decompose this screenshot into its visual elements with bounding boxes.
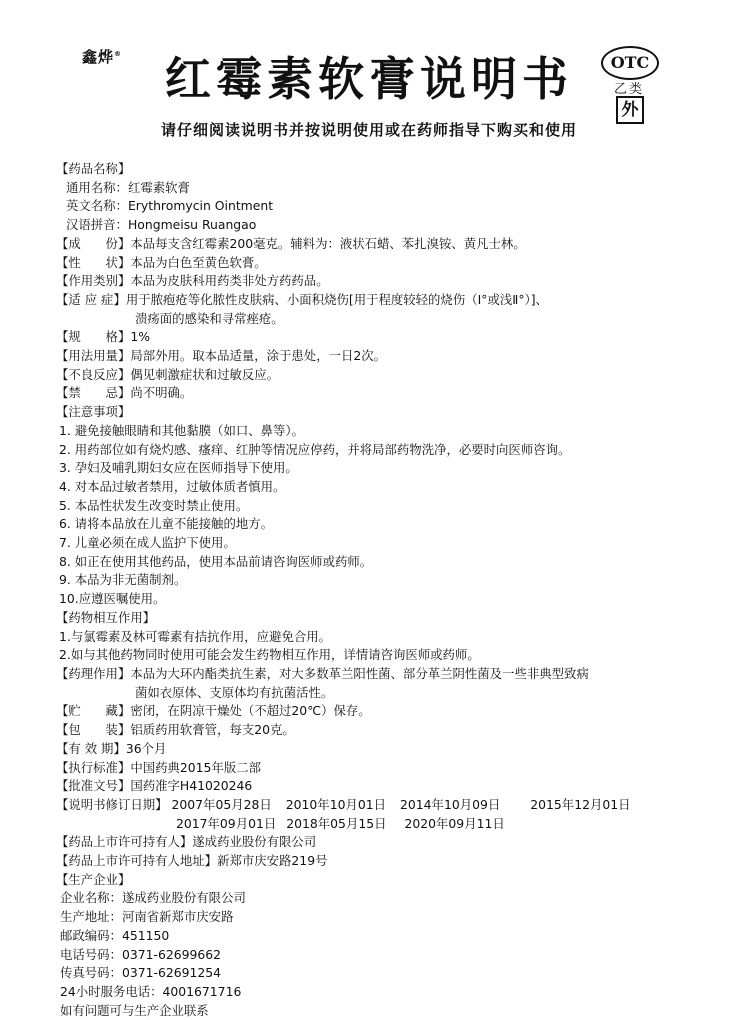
section-manufacturer: 【生产企业】 [56,871,131,887]
revision-date: 2020年09月11日 [404,815,505,831]
external-use-mark: 外 [616,96,644,124]
indications: 【适 应 症】用于脓疱疮等化脓性皮肤病、小面积烧伤[用于程度较轻的烧伤（Ⅰ°或浅Ⅱ°）]、 [56,291,548,307]
storage: 【贮 藏】密闭，在阴凉干燥处（不超过20℃）保存。 [56,703,371,719]
phone-number: 电话号码：0371-62699662 [60,946,222,962]
document-title: 红霉素软膏说明书 [165,52,573,106]
postcode: 邮政编码：451150 [60,927,170,943]
precaution-item: 2. 用药部位如有烧灼感、瘙痒、红肿等情况应停药，并将局部药物洗净，必要时向医师咨询。 [59,441,571,457]
contact-note: 如有问题可与生产企业联系 [60,1002,209,1018]
fax-number: 传真号码：0371-62691254 [60,965,222,981]
precaution-item: 3. 孕妇及哺乳期妇女应在医师指导下使用。 [59,460,298,476]
otc-class: 乙类 [614,82,645,97]
manufacturer-address: 生产地址：河南省新郑市庆安路 [60,909,234,925]
dosage: 【用法用量】局部外用。取本品适量，涂于患处，一日2次。 [56,348,387,364]
composition: 【成 份】本品每支含红霉素200毫克。辅料为：液状石蜡、苯扎溴铵、黄凡士林。 [56,235,526,251]
precaution-item: 8. 如正在使用其他药品，使用本品前请咨询医师或药师。 [59,553,373,569]
license-holder-address: 【药品上市许可持有人地址】新郑市庆安路219号 [56,853,328,869]
precaution-item: 9. 本品为非无菌制剂。 [59,572,187,588]
precaution-item: 1. 避免接触眼睛和其他黏膜（如口、鼻等）。 [59,422,304,438]
specification: 【规 格】1% [56,329,151,345]
otc-badge: OTC [601,46,659,80]
contraindications: 【禁 忌】尚不明确。 [56,385,193,401]
revision-dates [56,796,716,815]
precaution-item: 7. 儿童必须在成人监护下使用。 [59,535,236,551]
validity: 【有 效 期】36个月 [56,740,167,756]
pharmacology-continued: 菌如衣原体、支原体均有抗菌活性。 [135,684,334,700]
precaution-item: 4. 对本品过敏者禁用，过敏体质者慎用。 [59,478,286,494]
precaution-item: 5. 本品性状发生改变时禁止使用。 [59,497,249,513]
category: 【作用类别】本品为皮肤科用药类非处方药药品。 [56,273,329,289]
precaution-item: 6. 请将本品放在儿童不能接触的地方。 [59,516,274,532]
interaction-item: 2.如与其他药物同时使用可能会发生药物相互作用，详情请咨询医师或药师。 [59,647,480,663]
section-drug-name: 【药品名称】 [56,161,131,176]
english-name: 英文名称：Erythromycin Ointment [66,198,274,214]
generic-name: 通用名称：红霉素软膏 [66,179,190,195]
subtitle: 请仔细阅读说明书并按说明使用或在药师指导下购买和使用 [160,121,577,139]
section-precautions: 【注意事项】 [56,404,131,420]
registered-mark: ® [114,50,123,58]
properties: 【性 状】本品为白色至黄色软膏。 [56,254,267,270]
revision-dates-continued [56,815,716,834]
pinyin-name: 汉语拼音：Hongmeisu Ruangao [66,217,257,233]
adverse-reactions: 【不良反应】偶见刺激症状和过敏反应。 [56,366,280,382]
section-interactions: 【药物相互作用】 [56,609,156,625]
standard: 【执行标准】中国药典2015年版二部 [56,759,262,775]
leaflet-body [56,160,716,1020]
brand-name: 鑫烨 [82,48,115,66]
service-hotline: 24小时服务电话：4001671716 [60,983,242,999]
revision-date: 2014年10月09日 [400,796,501,812]
revision-date: 2018年05月15日 [286,815,387,831]
revision-date: 2015年12月01日 [530,796,631,812]
indications-continued: 溃疡面的感染和寻常痤疮。 [135,310,284,326]
pharmacology: 【药理作用】本品为大环内酯类抗生素，对大多数革兰阳性菌、部分革兰阴性菌及一些非典型致病 [56,665,589,681]
revision-label: 【说明书修订日期】 [56,796,168,812]
revision-date: 2007年05月28日 [171,796,272,812]
approval-number: 【批准文号】国药准字H41020246 [56,778,253,794]
license-holder: 【药品上市许可持有人】遂成药业股份有限公司 [56,834,317,850]
precaution-item: 10.应遵医嘱使用。 [59,591,166,607]
interaction-item: 1.与氯霉素及林可霉素有拮抗作用，应避免合用。 [59,628,332,644]
revision-date: 2017年09月01日 [176,815,277,831]
revision-date: 2010年10月01日 [285,796,387,812]
manufacturer-name: 企业名称：遂成药业股份有限公司 [60,890,246,906]
package: 【包 装】铝质药用软膏管，每支20克。 [56,722,295,738]
